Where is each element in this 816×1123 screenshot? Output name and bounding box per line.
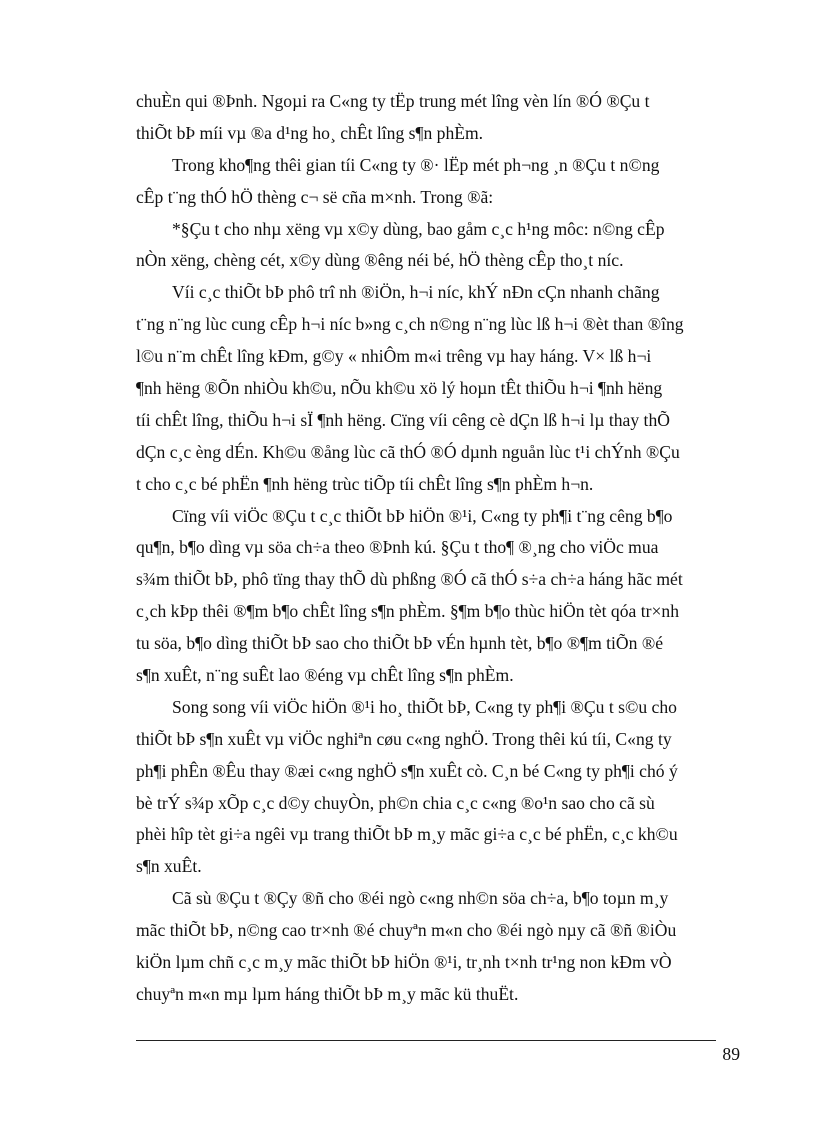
text-line: s¶n xuÊt, n¨ng suÊt lao ®éng vµ chÊt lîng s¶n phÈm. — [136, 665, 514, 686]
text-line: chuyªn m«n mµ lµm háng thiÕt bÞ m¸y mãc kü thuËt. — [136, 983, 519, 1004]
text-line: s¶n xuÊt. — [136, 856, 202, 877]
paragraph-start-line: Song song víi viÖc hiÖn ®¹i ho¸ thiÕt bÞ, C«ng ty ph¶i ®Çu t s©u cho — [172, 696, 677, 717]
paragraph-start-line: Cã sù ®Çu t ®Çy ®ñ cho ®éi ngò c«ng nh©n söa ch÷a, b¶o toµn m¸y — [172, 888, 669, 909]
footer-divider — [136, 1040, 716, 1041]
text-line: ¶nh hëng ®Õn nhiÒu kh©u, nÕu kh©u xö lý hoµn tÊt thiÕu h¬i ¶nh hëng — [136, 378, 663, 399]
text-line: thiÕt bÞ míi vµ ®a d¹ng ho¸ chÊt lîng s¶n phÈm. — [136, 122, 484, 143]
text-line: tu söa, b¶o dìng thiÕt bÞ sao cho thiÕt bÞ vÉn hµnh tèt, b¶o ®¶m tiÕn ®é — [136, 633, 664, 654]
text-line: qu¶n, b¶o dìng vµ söa ch÷a theo ®Þnh kú. §Çu t tho¶ ®¸ng cho viÖc mua — [136, 537, 659, 558]
paragraph-start-line: *§Çu t cho nhµ xëng vµ x©y dùng, bao gåm c¸c h¹ng môc: n©ng cÊp — [172, 218, 665, 239]
text-line: phèi hîp tèt gi÷a ngêi vµ trang thiÕt bÞ m¸y mãc gi÷a c¸c bé phËn, c¸c kh©u — [136, 824, 678, 845]
text-line: mãc thiÕt bÞ, n©ng cao tr×nh ®é chuyªn m«n cho ®éi ngò nµy cã ®ñ ®iÒu — [136, 920, 677, 941]
text-line: tíi chÊt lîng, thiÕu h¬i sÏ ¶nh hëng. Cïng víi cêng cè dÇn lß h¬i lµ thay thÕ — [136, 409, 670, 430]
text-line: chuÈn qui ®Þnh. Ngoµi ra C«ng ty tËp trung mét lîng vèn lín ®Ó ®Çu t — [136, 91, 650, 111]
text-line: cÊp t¨ng thÓ hÖ thèng c¬ së cña m×nh. Trong ®ã: — [136, 186, 494, 207]
paragraph-start-line: Trong kho¶ng thêi gian tíi C«ng ty ®· lËp mét ph¬ng ¸n ®Çu t n©ng — [172, 154, 660, 175]
text-line: dÇn c¸c èng dÉn. Kh©u ®ång lùc cã thÓ ®Ó dµnh nguån lùc t¹i chÝnh ®Çu — [136, 441, 680, 462]
text-line: bè trÝ s¾p xÕp c¸c d©y chuyÒn, ph©n chia c¸c c«ng ®o¹n sao cho cã sù — [136, 792, 655, 813]
page-number: 89 — [722, 1044, 740, 1064]
text-line: t¨ng n¨ng lùc cung cÊp h¬i níc b»ng c¸ch n©ng n¨ng lùc lß h¬i ®èt than ®îng — [136, 314, 684, 335]
paragraph-start-line: Cïng víi viÖc ®Çu t c¸c thiÕt bÞ hiÖn ®¹i, C«ng ty ph¶i t¨ng cêng b¶o — [172, 505, 673, 526]
body-text — [136, 86, 740, 1011]
text-line: thiÕt bÞ s¶n xuÊt vµ viÖc nghiªn cøu c«ng nghÖ. Trong thêi kú tíi, C«ng ty — [136, 728, 672, 749]
text-line: t cho c¸c bé phËn ¶nh hëng trùc tiÕp tíi chÊt lîng s¶n phÈm h¬n. — [136, 473, 594, 494]
paragraph-start-line: Víi c¸c thiÕt bÞ phô trî nh ®iÖn, h¬i níc, khÝ nÐn cÇn nhanh chãng — [172, 282, 660, 303]
text-line: s¾m thiÕt bÞ, phô tïng thay thÕ dù phßng ®Ó cã thÓ s÷a ch÷a háng hãc mét — [136, 569, 683, 590]
text-line: kiÖn lµm chñ c¸c m¸y mãc thiÕt bÞ hiÖn ®¹i, tr¸nh t×nh tr¹ng non kÐm vÒ — [136, 952, 672, 973]
text-line: l©u n¨m chÊt lîng kÐm, g©y « nhiÔm m«i trêng vµ hay háng. V× lß h¬i — [136, 346, 652, 367]
text-line: ph¶i phÊn ®Êu thay ®æi c«ng nghÖ s¶n xuÊt cò. C¸n bé C«ng ty ph¶i chó ý — [136, 760, 678, 781]
text-line: nÒn xëng, chèng cét, x©y dùng ®êng néi bé, hÖ thèng cÊp tho¸t níc. — [136, 250, 624, 271]
text-line: c¸ch kÞp thêi ®¶m b¶o chÊt lîng s¶n phÈm. §¶m b¶o thùc hiÖn tèt qóa tr×nh — [136, 601, 680, 622]
